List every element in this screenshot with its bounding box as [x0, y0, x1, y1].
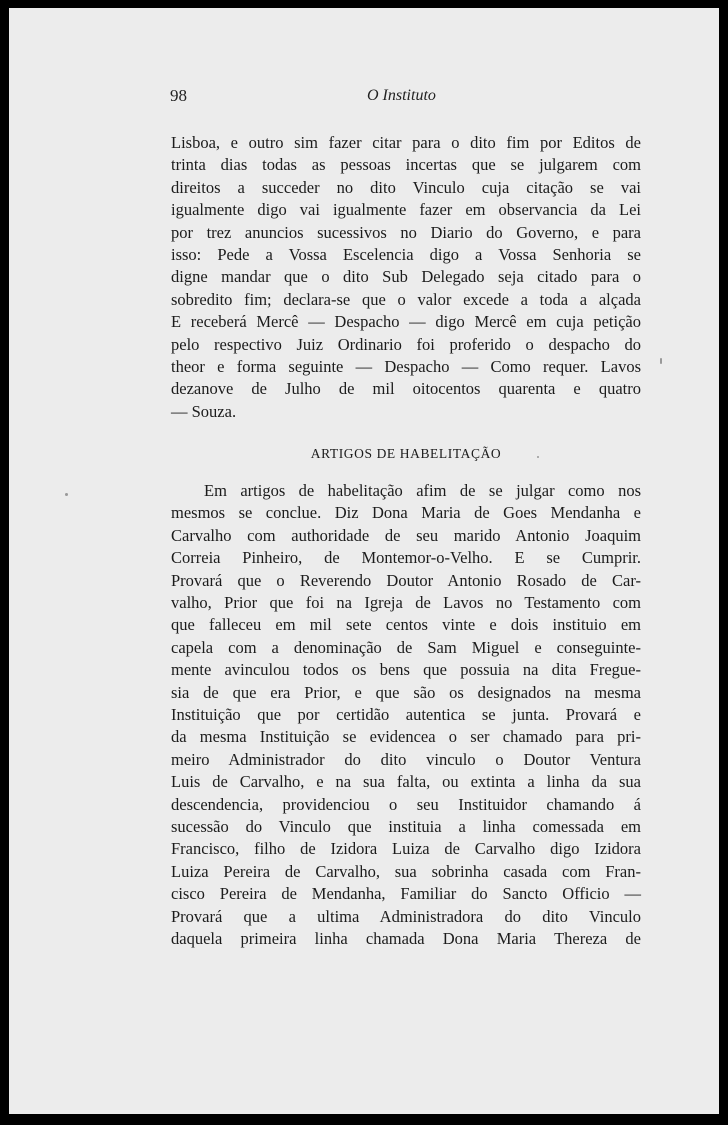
text-line: cisco Pereira de Mendanha, Familiar do Sancto Officio —: [171, 884, 641, 904]
text-line: descendencia, providenciou o seu Instituidor chamando á: [171, 794, 641, 814]
text-line: valho, Prior que foi na Igreja de Lavos no Testamento com: [171, 593, 641, 613]
text-line: trinta dias todas as pessoas incertas que se julgarem com: [171, 155, 641, 175]
text-line: — Souza.: [171, 401, 237, 421]
text-line: direitos a succeder no dito Vinculo cuja citação se vai: [171, 177, 641, 197]
text-line: mesmos se conclue. Diz Dona Maria de Goes Mendanha e: [171, 503, 641, 523]
text-line: isso: Pede a Vossa Escelencia digo a Vossa Senhoria se: [171, 244, 641, 264]
text-line: da mesma Instituição se evidencea o ser chamado para pri-: [171, 727, 641, 747]
text-line: igualmente digo vai igualmente fazer em observancia da Lei: [171, 200, 641, 220]
running-head: [9, 86, 719, 110]
page-number: 98: [170, 86, 187, 105]
paper-speck: [660, 358, 662, 364]
text-line: Em artigos de habelitação afim de se julgar como nos: [204, 481, 641, 501]
paper-speck: [537, 456, 539, 458]
text-line: dezanove de Julho de mil oitocentos quarenta e quatro: [171, 379, 641, 399]
paper-speck: [65, 493, 68, 496]
text-line: Luis de Carvalho, e na sua falta, ou extinta a linha da sua: [171, 772, 641, 792]
text-line: Instituição que por certidão autentica se junta. Provará e: [171, 704, 641, 724]
text-line: theor e forma seguinte — Despacho — Como requer. Lavos: [171, 356, 641, 376]
text-line: sia de que era Prior, e que são os designados na mesma: [171, 682, 641, 702]
text-line: Lisboa, e outro sim fazer citar para o dito fim por Editos de: [171, 133, 641, 152]
text-line: Carvalho com authoridade de seu marido Antonio Joaquim: [171, 525, 641, 545]
text-line: Luiza Pereira de Carvalho, sua sobrinha casada com Fran-: [171, 861, 641, 881]
paragraph-petition: [171, 132, 641, 423]
text-line: por trez anuncios sucessivos no Diario do Governo, e para: [171, 222, 641, 242]
running-title: O Instituto: [367, 87, 436, 104]
text-line: daquela primeira linha chamada Dona Maria Thereza de: [171, 928, 641, 948]
text-line: digne mandar que o dito Sub Delegado seja citado para o: [171, 267, 641, 287]
text-line: E receberá Mercê — Despacho — digo Mercê em cuja petição: [171, 312, 641, 332]
text-line: meiro Administrador do dito vinculo o Doutor Ventura: [171, 749, 641, 769]
text-line: pelo respectivo Juiz Ordinario foi proferido o despacho do: [171, 334, 641, 354]
paragraph-articles: [171, 480, 641, 950]
text-line: Correia Pinheiro, de Montemor-o-Velho. E se Cumprir.: [171, 548, 641, 568]
body-text: [171, 132, 641, 950]
text-line: Provará que a ultima Administradora do dito Vinculo: [171, 906, 641, 926]
section-title: ARTIGOS DE HABELITAÇÃO: [310, 446, 502, 462]
text-line: Provará que o Reverendo Doutor Antonio Rosado de Car-: [171, 570, 641, 590]
text-line: capela com a denominação de Sam Miguel e conseguinte-: [171, 637, 641, 657]
book-page: [9, 8, 719, 1114]
text-line: mente avinculou todos os bens que possuia na dita Fregue-: [171, 660, 641, 680]
text-line: que falleceu em mil sete centos vinte e dois instituio em: [171, 615, 641, 635]
text-line: sobredito fim; declara-se que o valor excede a toda a alçada: [171, 289, 641, 309]
text-line: sucessão do Vinculo que instituia a linha comessada em: [171, 816, 641, 836]
text-line: Francisco, filho de Izidora Luiza de Carvalho digo Izidora: [171, 839, 641, 859]
